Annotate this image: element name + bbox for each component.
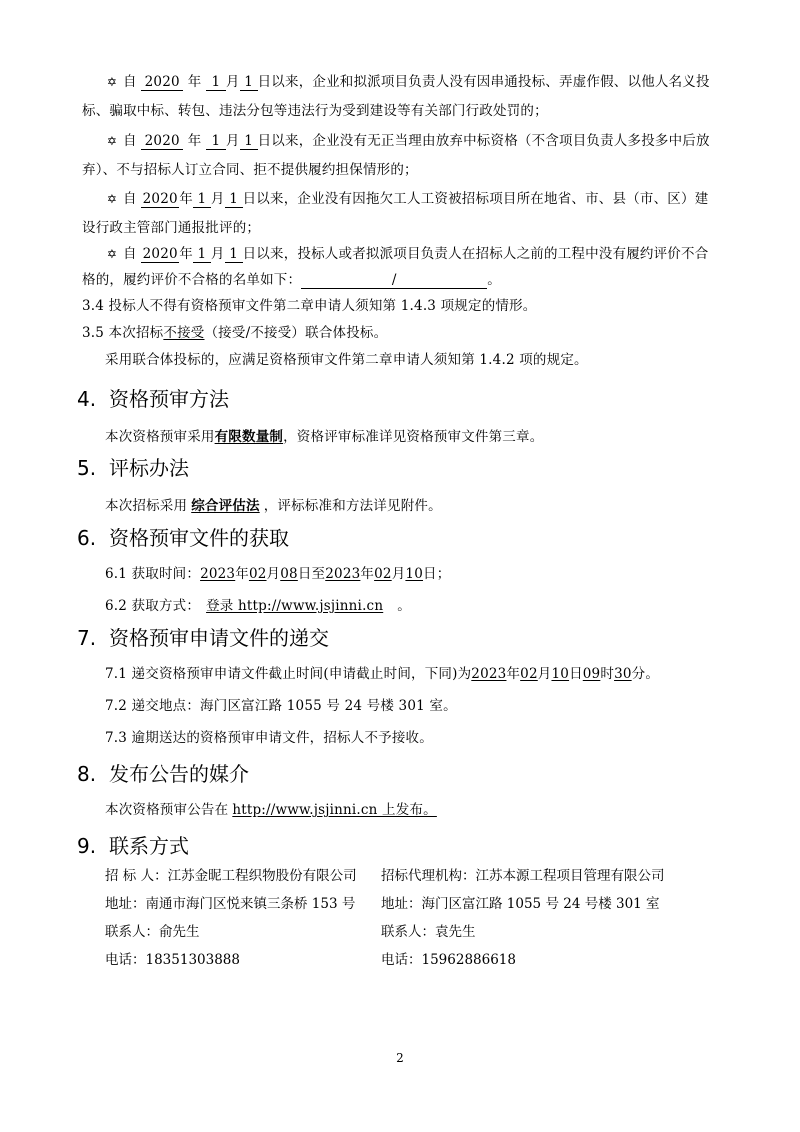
clause-text: 自: [123, 133, 137, 149]
clause-text: 月: [210, 246, 225, 262]
clause-text: 自: [123, 246, 137, 262]
deadline-month: 02: [520, 666, 538, 682]
body-text: 年: [235, 566, 249, 582]
clause-text: 日以来，企业没有因拖欠工人工资被招标项目所在地省、市、县（市、区）建: [242, 191, 709, 207]
body-text: 日: [569, 666, 583, 682]
end-day: 10: [405, 566, 423, 582]
clause-2-line-1: [105, 131, 710, 151]
clause-3-4: 3.4 投标人不得有资格预审文件第二章申请人须知第 1.4.3 项规定的情形。: [82, 298, 537, 314]
clause-text: 年: [179, 191, 193, 207]
section-title: 资格预审文件的获取: [109, 526, 289, 550]
agency-contact-person: 联系人：袁先生: [381, 924, 476, 940]
body-text: 月: [391, 566, 406, 582]
end-month: 02: [374, 566, 392, 582]
clause-text: 日以来，投标人或者拟派项目负责人在招标人之前的工程中没有履约评价不合: [242, 246, 709, 262]
tenderer-address: 地址：南通市海门区悦来镇三条桥 153 号: [105, 896, 356, 912]
year-field: 2020: [142, 191, 178, 207]
body-text: ，资格评审标准详见资格预审文件第三章。: [283, 429, 544, 445]
deadline-hour: 09: [582, 666, 601, 682]
section-number: 8.: [77, 762, 97, 786]
deadline-day: 10: [551, 666, 570, 682]
section-number: 5.: [77, 456, 97, 480]
body-text: 年: [506, 666, 521, 682]
clause-text: 自: [123, 74, 137, 90]
body-text: 日；: [423, 566, 451, 582]
start-month: 02: [248, 566, 267, 582]
body-text: 日至: [297, 566, 326, 582]
body-text: 本次资格预审公告在: [105, 802, 229, 818]
gear-icon: ✡: [106, 247, 118, 261]
year-field: 2020: [141, 133, 183, 150]
clause-1-line-2: 标、骗取中标、转包、违法分包等违法行为受到建设等有关部门行政处罚的；: [82, 103, 548, 119]
acquisition-time: [105, 564, 450, 584]
clause-text: 日以来，企业没有无正当理由放弃中标资格（不含项目负责人多投多中后放: [257, 133, 710, 149]
consortium-value: 不接受: [163, 325, 205, 341]
month-field: 1: [193, 246, 211, 263]
clause-text: 月: [210, 191, 225, 207]
late-submission-note: 7.3 逾期送达的资格预审申请文件，招标人不予接收。: [105, 730, 433, 746]
clause-text: 年: [187, 133, 202, 149]
submission-deadline: [105, 664, 659, 684]
month-field: 1: [206, 133, 226, 150]
section-number: 6.: [77, 526, 97, 550]
body-text: 6.1 获取时间：: [105, 566, 201, 582]
publication-link[interactable]: http://www.jsjinni.cn 上发布。: [232, 802, 437, 818]
body-text: 本次招标采用: [105, 498, 188, 514]
clause-4-line-1: [105, 244, 708, 264]
gear-icon: ✡: [106, 134, 118, 148]
clause-text: 自: [123, 191, 137, 207]
deadline-minute: 30: [614, 666, 632, 682]
day-field: 1: [225, 246, 243, 263]
end-year: 2023: [325, 566, 361, 582]
section-7-heading: [77, 625, 329, 651]
month-field: 1: [193, 191, 211, 208]
year-field: 2020: [141, 74, 183, 91]
clause-text: 月: [225, 133, 240, 149]
clause-text: 。: [487, 272, 501, 288]
agency-phone: 电话：15962886618: [381, 952, 516, 968]
section-9-heading: [77, 833, 189, 859]
tenderer-contact-person: 联系人：俞先生: [105, 924, 200, 940]
gear-icon: ✡: [106, 192, 118, 206]
page-number: 2: [396, 1051, 404, 1065]
body-text: 7.1 递交资格预审申请文件截止时间(申请截止时间，下同)为: [105, 666, 472, 682]
body-text: 。: [397, 598, 411, 614]
section-number: 9.: [77, 834, 97, 858]
start-day: 08: [280, 566, 298, 582]
section-title: 发布公告的媒介: [109, 762, 249, 786]
section-title: 联系方式: [109, 834, 189, 858]
year-field: 2020: [142, 246, 178, 262]
body-text: 月: [537, 666, 552, 682]
body-text: 6.2 获取方式：: [105, 598, 201, 614]
clause-text: 年: [187, 74, 202, 90]
clause-2-line-2: 弃）、不与招标人订立合同、拒不提供履约担保情形的；: [82, 162, 418, 178]
section-number: 7.: [77, 626, 97, 650]
clause-text: 格的，履约评价不合格的名单如下：: [82, 272, 302, 288]
day-field: 1: [240, 74, 258, 91]
agency-org: 招标代理机构：江苏本源工程项目管理有限公司: [381, 868, 665, 884]
website-link[interactable]: 登录 http://www.jsjinni.cn: [206, 598, 384, 614]
tenderer-org: 招 标 人：江苏金昵工程织物股份有限公司: [105, 868, 357, 884]
clause-1-line-1: [105, 72, 710, 92]
clause-4-line-2: [82, 270, 501, 290]
section-title: 资格预审方法: [109, 387, 229, 411]
clause-text: 月: [225, 74, 240, 90]
agency-address: 地址：海门区富江路 1055 号 24 号楼 301 室: [381, 896, 660, 912]
section-5-body: [105, 496, 442, 516]
submission-place: 7.2 递交地点：海门区富江路 1055 号 24 号楼 301 室。: [105, 698, 457, 714]
body-text: 分。: [631, 666, 660, 682]
day-field: 1: [240, 133, 258, 150]
clause-text: 日以来，企业和拟派项目负责人没有因串通投标、弄虚作假、以他人名义投: [257, 74, 710, 90]
body-text: 月: [266, 566, 281, 582]
disqualified-list-field: /: [301, 272, 487, 289]
start-year: 2023: [200, 566, 236, 582]
review-method-value: 有限数量制: [214, 429, 284, 445]
evaluation-method-value: 综合评估法: [191, 498, 260, 514]
clause-3-5: [82, 323, 387, 343]
clause-text: 3.5 本次招标: [82, 325, 164, 341]
gear-icon: ✡: [106, 75, 118, 89]
body-text: 时: [600, 666, 615, 682]
day-field: 1: [225, 191, 243, 208]
section-4-heading: [77, 386, 229, 412]
tenderer-phone: 电话：18351303888: [105, 952, 240, 968]
section-title: 资格预审申请文件的递交: [109, 626, 329, 650]
month-field: 1: [206, 74, 226, 91]
section-8-heading: [77, 761, 249, 787]
clause-3-line-1: [105, 189, 708, 209]
section-number: 4.: [77, 387, 97, 411]
deadline-year: 2023: [471, 666, 507, 682]
clause-3-line-2: 设行政主管部门通报批评的；: [82, 220, 261, 236]
consortium-note: 采用联合体投标的，应满足资格预审文件第二章申请人须知第 1.4.2 项的规定。: [105, 352, 588, 368]
section-8-body: [105, 800, 441, 820]
clause-text: 年: [179, 246, 193, 262]
clause-text: （接受/不接受）联合体投标。: [204, 325, 388, 341]
section-4-body: [105, 427, 543, 447]
body-text: ，评标标准和方法详见附件。: [263, 498, 442, 514]
acquisition-method: [105, 596, 411, 616]
section-title: 评标办法: [109, 456, 189, 480]
body-text: 年: [360, 566, 375, 582]
body-text: 本次资格预审采用: [105, 429, 215, 445]
section-5-heading: [77, 455, 189, 481]
section-6-heading: [77, 525, 289, 551]
